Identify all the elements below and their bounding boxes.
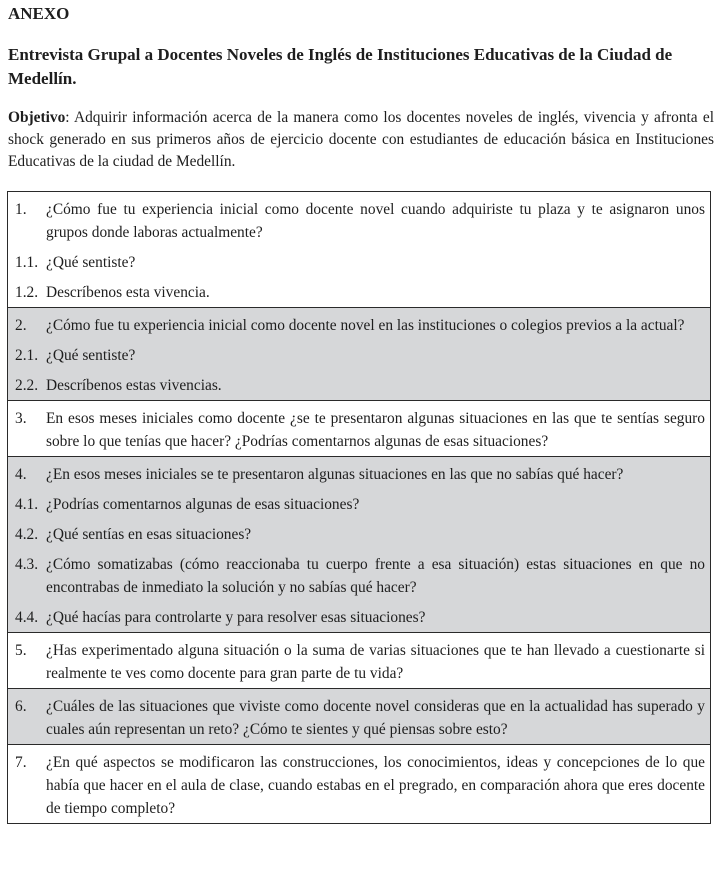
- question-item: [8, 194, 710, 247]
- annex-heading: ANEXO: [8, 4, 70, 23]
- question-item: [8, 459, 710, 489]
- objective-text: : Adquirir información acerca de la manera como los docentes noveles de inglés, vivencia y afronta el shock generado en sus primeros años de ejercicio docente con estudiantes de educación básica en Instituciones Educativas de la ciudad de Medellín.: [8, 109, 714, 170]
- question-number: 4.1.: [15, 496, 39, 513]
- question-group-4: [8, 456, 710, 632]
- question-group-6: [8, 688, 710, 744]
- question-item: [8, 277, 710, 307]
- question-text: ¿Qué sentías en esas situaciones?: [46, 526, 252, 543]
- question-item: [8, 691, 710, 744]
- question-group-5: [8, 632, 710, 688]
- question-item: [8, 403, 710, 456]
- question-text: Descríbenos esta vivencia.: [46, 284, 210, 301]
- question-number: 1.2.: [15, 284, 39, 301]
- question-number: 1.1.: [15, 254, 39, 271]
- question-item: [8, 340, 710, 370]
- question-text: ¿En esos meses iniciales se te presentaron algunas situaciones en las que no sabías qué hacer?: [46, 466, 624, 483]
- question-text: ¿En qué aspectos se modificaron las construcciones, los conocimientos, ideas y concepciones de lo que había que hacer en el aula de clase, cuando estabas en el pregrado, en comparación ahora que eres docente de tiempo completo?: [46, 754, 705, 817]
- question-item: [8, 370, 710, 400]
- question-item: [8, 635, 710, 688]
- question-item: [8, 489, 710, 519]
- question-group-3: [8, 400, 710, 456]
- question-text: ¿Qué hacías para controlarte y para resolver esas situaciones?: [46, 609, 426, 626]
- question-item: [8, 247, 710, 277]
- objective-label: Objetivo: [8, 109, 66, 126]
- question-number: 4.4.: [15, 609, 39, 626]
- question-text: ¿Qué sentiste?: [46, 347, 136, 364]
- question-item: [8, 310, 710, 340]
- question-text: ¿Cómo somatizabas (cómo reaccionaba tu cuerpo frente a esa situación) estas situaciones en que no encontrabas de inmediato la solución y no sabías qué hacer?: [46, 556, 705, 596]
- question-number: 2.: [15, 317, 27, 334]
- question-number: 4.2.: [15, 526, 39, 543]
- question-number: 5.: [15, 642, 27, 659]
- objective-paragraph: [8, 107, 714, 173]
- question-text: ¿Cómo fue tu experiencia inicial como docente novel en las instituciones o colegios previos a la actual?: [46, 317, 685, 334]
- question-number: 4.: [15, 466, 27, 483]
- question-text: ¿Has experimentado alguna situación o la suma de varias situaciones que te han llevado a cuestionarte si realmente te ves como docente para gran parte de tu vida?: [46, 642, 705, 682]
- question-item: [8, 747, 710, 823]
- question-text: En esos meses iniciales como docente ¿se te presentaron algunas situaciones en las que te sentías seguro sobre lo que tenías que hacer? ¿Podrías comentarnos algunas de esas situaciones?: [46, 410, 705, 450]
- question-group-2: [8, 307, 710, 400]
- question-item: [8, 602, 710, 632]
- question-number: 2.1.: [15, 347, 39, 364]
- question-number: 7.: [15, 754, 27, 771]
- question-number: 4.3.: [15, 556, 39, 573]
- question-text: ¿Qué sentiste?: [46, 254, 136, 271]
- question-item: [8, 549, 710, 602]
- question-text: ¿Cómo fue tu experiencia inicial como docente novel cuando adquiriste tu plaza y te asignaron unos grupos donde laboras actualmente?: [46, 201, 705, 241]
- question-text: ¿Cuáles de las situaciones que viviste como docente novel consideras que en la actualidad has superado y cuales aún representan un reto? ¿Cómo te sientes y qué piensas sobre esto?: [46, 698, 705, 738]
- question-group-7: [8, 744, 710, 823]
- question-number: 6.: [15, 698, 27, 715]
- document-title: Entrevista Grupal a Docentes Noveles de Inglés de Instituciones Educativas de la Ciudad de Medellín.: [8, 45, 673, 88]
- questions-table: [7, 191, 711, 824]
- question-number: 2.2.: [15, 377, 39, 394]
- question-text: ¿Podrías comentarnos algunas de esas situaciones?: [46, 496, 360, 513]
- question-number: 1.: [15, 201, 27, 218]
- question-item: [8, 519, 710, 549]
- question-number: 3.: [15, 410, 27, 427]
- question-text: Descríbenos estas vivencias.: [46, 377, 222, 394]
- question-group-1: [8, 192, 710, 307]
